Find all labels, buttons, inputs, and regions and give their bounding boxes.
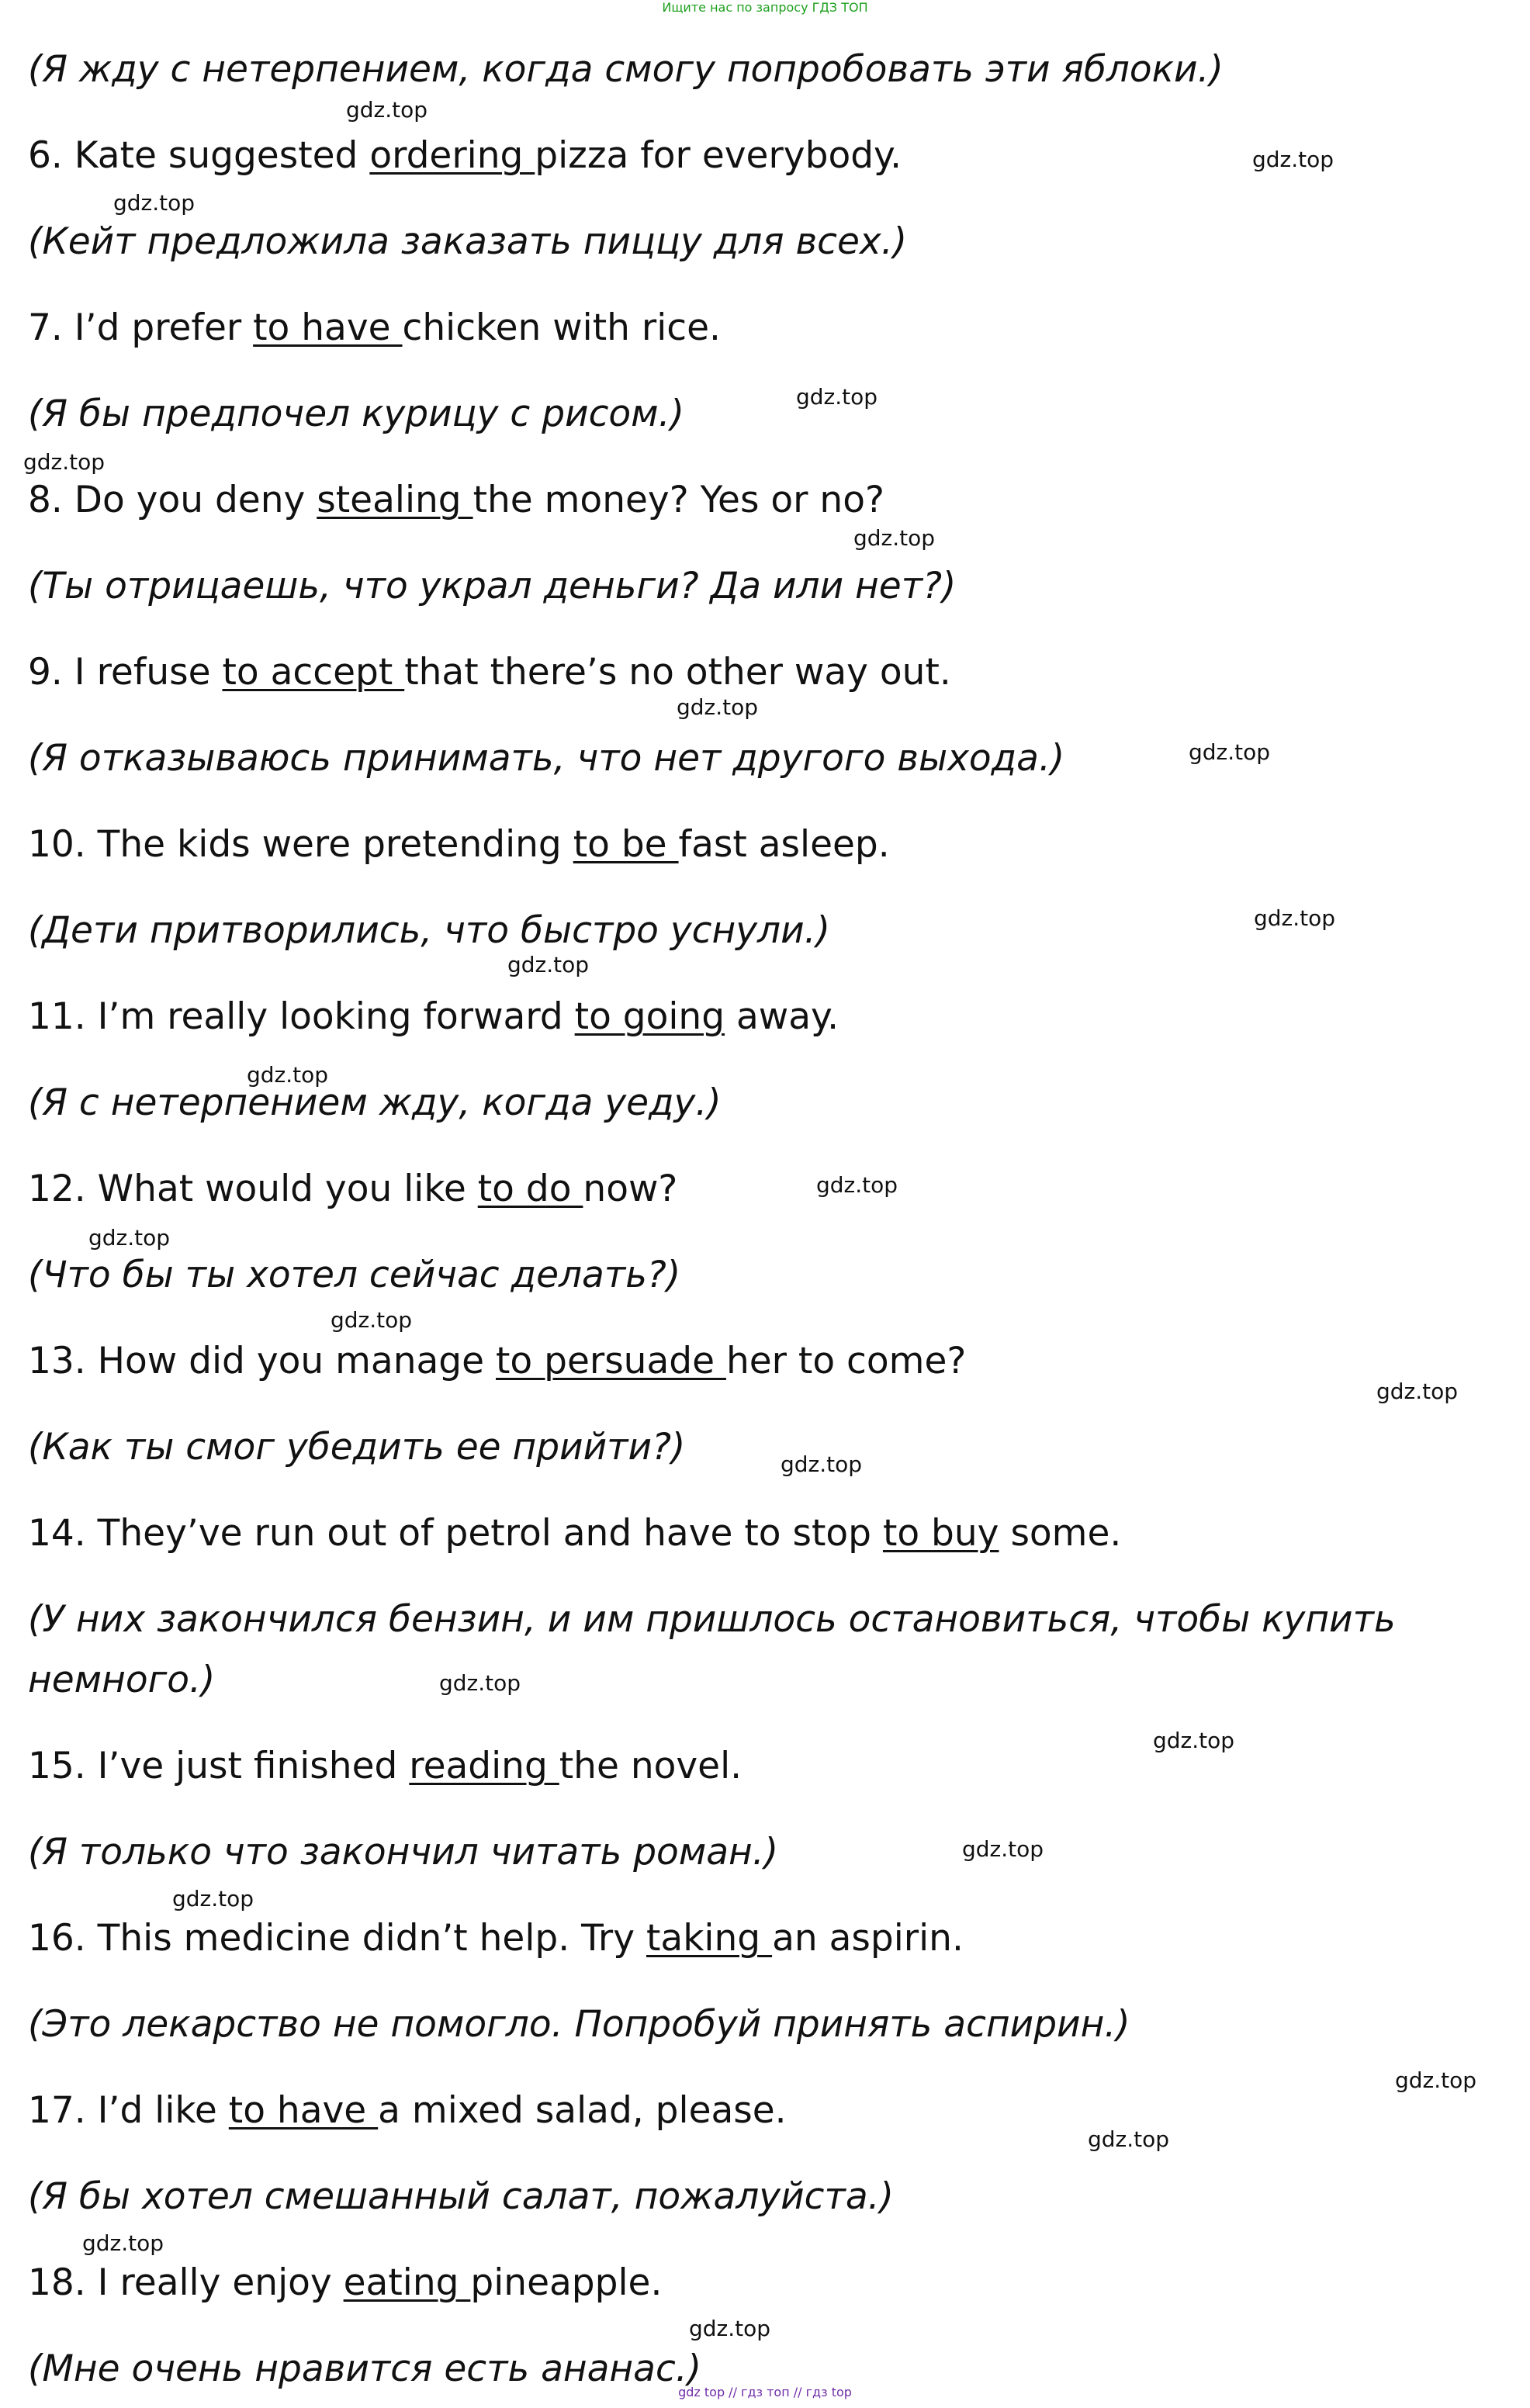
- answer-14: to buy: [882, 1512, 999, 1555]
- translation-14: (У них закончился бензин, и им пришлось остановиться, чтобы купить: [28, 1598, 1396, 1641]
- watermark: gdz.top: [331, 1307, 413, 1333]
- watermark: gdz.top: [1395, 2067, 1477, 2093]
- watermark: gdz.top: [781, 1451, 863, 1477]
- watermark: gdz.top: [113, 190, 196, 216]
- watermark: gdz.top: [507, 952, 590, 977]
- watermark: gdz.top: [1153, 1728, 1235, 1753]
- sentence-18: 18. I really enjoy eating pineapple.: [28, 2261, 663, 2304]
- translation-15: (Я только что закончил читать роман.): [28, 1831, 779, 1873]
- answer-8: stealing: [317, 479, 473, 521]
- watermark: gdz.top: [82, 2230, 164, 2256]
- translation-16: (Это лекарство не помогло. Попробуй принять аспирин.): [28, 2003, 1130, 2046]
- watermark: gdz.top: [677, 694, 759, 720]
- translation-6: (Кейт предложила заказать пиццу для всех.): [28, 220, 908, 263]
- sentence-15: 15. I’ve just finished reading the novel.: [28, 1745, 742, 1787]
- answer-12: to do: [477, 1168, 583, 1210]
- watermark: gdz.top: [1189, 739, 1271, 765]
- answer-13: to persuade: [496, 1340, 726, 1382]
- answer-9: to accept: [222, 651, 405, 694]
- answer-7: to have: [253, 306, 403, 349]
- answer-16: taking: [646, 1917, 773, 1960]
- translation-13: (Как ты смог убедить ее прийти?): [28, 1426, 686, 1469]
- sentence-7: 7. I’d prefer to have chicken with rice.: [28, 306, 721, 349]
- watermark: gdz.top: [1252, 147, 1334, 172]
- translation-18: (Мне очень нравится есть ананас.): [28, 2347, 702, 2390]
- sentence-14: 14. They’ve run out of petrol and have to stop to buy some.: [28, 1512, 1122, 1555]
- sentence-10: 10. The kids were pretending to be fast asleep.: [28, 823, 890, 866]
- translation-11: (Я с нетерпением жду, когда уеду.): [28, 1081, 722, 1124]
- translation-17: (Я бы хотел смешанный салат, пожалуйста.): [28, 2175, 894, 2218]
- sentence-8: 8. Do you deny stealing the money? Yes or no?: [28, 479, 884, 521]
- watermark: gdz.top: [1254, 905, 1336, 931]
- translation-10: (Дети притворились, что быстро уснули.): [28, 909, 830, 952]
- watermark: gdz.top: [247, 1062, 329, 1088]
- footer: gdz top // гдз топ // гдз top: [678, 2385, 852, 2399]
- watermark: gdz.top: [23, 449, 106, 475]
- top-banner: Ищите нас по запросу ГДЗ ТОП: [662, 0, 868, 15]
- watermark: gdz.top: [172, 1886, 254, 1912]
- answer-10: to be: [573, 823, 679, 866]
- answer-18: eating: [343, 2261, 471, 2304]
- watermark: gdz.top: [816, 1172, 898, 1198]
- translation-9: (Я отказываюсь принимать, что нет другого выхода.): [28, 737, 1065, 780]
- watermark: gdz.top: [853, 525, 936, 551]
- sentence-16: 16. This medicine didn’t help. Try taking an aspirin.: [28, 1917, 964, 1960]
- sentence-12: 12. What would you like to do now?: [28, 1168, 678, 1210]
- watermark: gdz.top: [796, 384, 878, 410]
- watermark: gdz.top: [346, 97, 428, 123]
- watermark: gdz.top: [1088, 2126, 1170, 2152]
- answer-15: reading: [409, 1745, 559, 1787]
- translation-8: (Ты отрицаешь, что украл деньги? Да или нет?): [28, 565, 957, 607]
- sentence-17: 17. I’d like to have a mixed salad, please.: [28, 2089, 787, 2132]
- translation-7: (Я бы предпочел курицу с рисом.): [28, 393, 684, 435]
- watermark: gdz.top: [439, 1670, 521, 1696]
- watermark: gdz.top: [689, 2316, 771, 2341]
- answer-6: ordering: [369, 134, 535, 177]
- watermark: gdz.top: [962, 1836, 1044, 1862]
- sentence-6: 6. Kate suggested ordering pizza for everybody.: [28, 134, 902, 177]
- intro-translation: (Я жду с нетерпением, когда смогу попробовать эти яблоки.): [28, 48, 1224, 91]
- watermark: gdz.top: [1376, 1379, 1459, 1404]
- watermark: gdz.top: [88, 1225, 171, 1251]
- sentence-13: 13. How did you manage to persuade her to come?: [28, 1340, 967, 1382]
- sentence-9: 9. I refuse to accept that there’s no other way out.: [28, 651, 951, 694]
- answer-17: to have: [228, 2089, 379, 2132]
- answer-11: to going: [574, 995, 725, 1038]
- sentence-11: 11. I’m really looking forward to going away.: [28, 995, 839, 1038]
- translation-14-cont: немного.): [28, 1659, 216, 1701]
- translation-12: (Что бы ты хотел сейчас делать?): [28, 1254, 681, 1296]
